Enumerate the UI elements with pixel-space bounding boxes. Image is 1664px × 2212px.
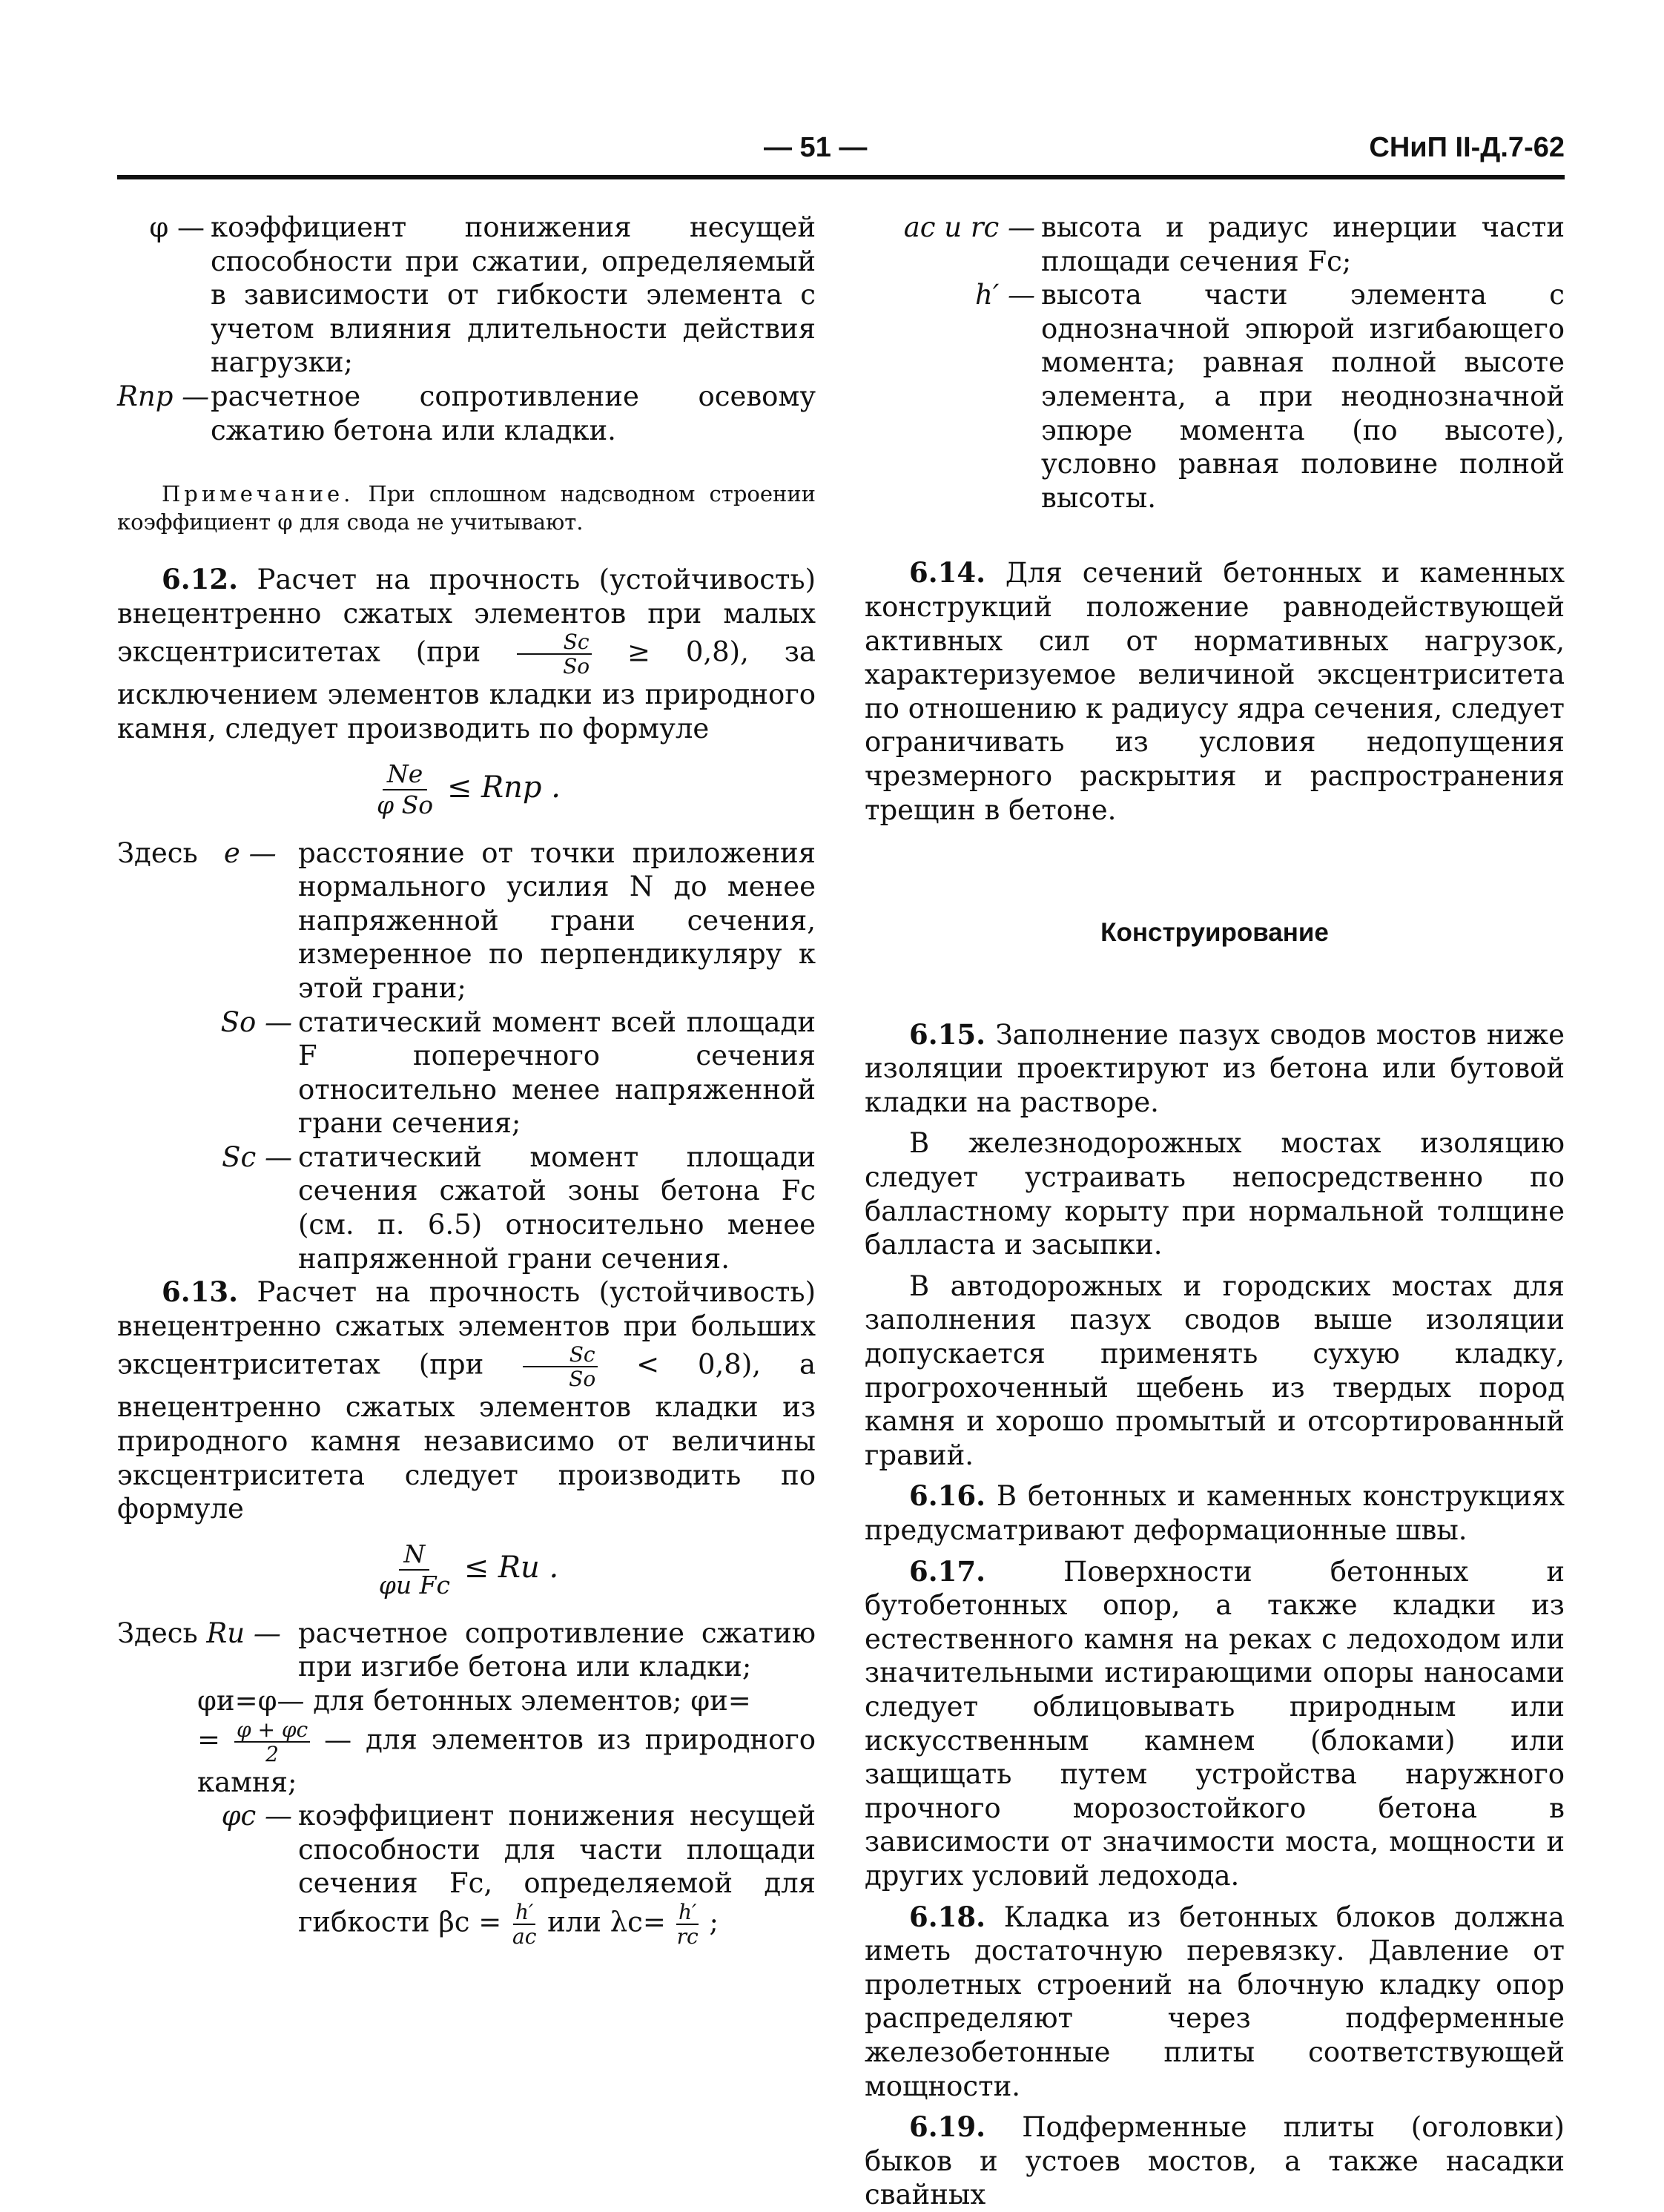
fraction-numerator: Sc xyxy=(517,630,592,655)
definition-text: высота и радиус инерции части площади сечения Fc; xyxy=(1041,211,1565,277)
clause-number: 6.16. xyxy=(909,1479,985,1513)
paragraph-6-14 xyxy=(865,556,1565,827)
definition-text: статический момент площади сечения сжатой зоны бетона Fc (см. п. 6.5) относительно менее напряженной грани сечения. xyxy=(298,1140,816,1275)
symbol-e xyxy=(117,836,298,1006)
definition-phic xyxy=(117,1799,816,1948)
beta-prefix: βc = xyxy=(438,1906,502,1938)
definition-text: коэффициент понижения несущей способности при сжатии, определяемый в зависимости от гибкости элемента с учетом влияния длительности действия нагрузки; xyxy=(211,211,816,379)
symbol-e-text: e — xyxy=(223,836,277,869)
definition-phi xyxy=(117,211,816,380)
definition-e xyxy=(117,836,816,1006)
spacer xyxy=(865,1472,1565,1479)
fraction-numerator: N xyxy=(399,1539,429,1571)
spacer xyxy=(865,1119,1565,1126)
clause-number: 6.18. xyxy=(909,1900,985,1933)
zdes-label: Здесь xyxy=(117,836,198,869)
definition-text: расчетное сопротивление сжатию при изгибе бетона или кладки; xyxy=(298,1617,816,1683)
definition-sc xyxy=(117,1140,816,1275)
phii-formula-line xyxy=(197,1718,816,1800)
clause-text: Для сечений бетонных и каменных конструкций положение равнодействующей активных сил от нормативных нагрузок, характеризуемое величиной эксцентриситета по отношению к радиусу ядра сечения, следует ограничивать из условия недопущения чрезмерного раскрытия и распространения трещин в бетоне. xyxy=(865,557,1565,826)
paragraph-6-13 xyxy=(117,1275,816,1526)
paragraph-6-18 xyxy=(865,1901,1565,2104)
definition-text: расстояние от точки приложения нормального усилия N до менее напряженной грани сечения, измеренное по перпендикуляру к этой грани; xyxy=(298,836,816,1004)
clause-number: 6.13. xyxy=(162,1275,238,1309)
condition-fraction xyxy=(516,630,592,678)
document-code: СНиП II-Д.7-62 xyxy=(1369,132,1565,163)
definition-text: коэффициент понижения несущей способности для части площади сечения Fc, определяемой для гибкости xyxy=(298,1800,816,1938)
fraction-denominator: So xyxy=(563,654,590,679)
fraction-numerator: h′ xyxy=(676,1901,699,1925)
definition-text: высота части элемента с однозначной эпюрой изгибающего момента; равная полной высоте элемента, а при неоднозначной эпюре момента (по высоте), условно равная половине полной высоты. xyxy=(1041,279,1565,514)
fraction-denominator: ac xyxy=(512,1924,537,1949)
spacer xyxy=(865,1548,1565,1555)
formula-rhs: ≤ Rпр . xyxy=(446,770,561,805)
symbol-ri-text: Rи — xyxy=(206,1617,281,1649)
definition-h xyxy=(865,278,1565,515)
clause-number: 6.19. xyxy=(909,2110,985,2144)
definition-body xyxy=(298,1799,816,1948)
symbol-so: So — xyxy=(220,1006,292,1038)
formula-fraction xyxy=(374,1539,455,1600)
fraction-denominator: So xyxy=(569,1367,596,1392)
note-label: Примечание. xyxy=(162,481,354,507)
spacer xyxy=(865,1893,1565,1901)
note xyxy=(117,480,816,536)
condition-suffix: ≥ 0,8), xyxy=(627,635,749,668)
clause-text: а внецентренно сжатых элементов кладки из природного камня независимо от величины эксцентриситета следует производить по формуле xyxy=(117,1348,816,1525)
paragraph-6-15-b: В железнодорожных мостах изоляцию следует устраивать непосредственно по балластному корыту при нормальной толщине балласта и засыпки. xyxy=(865,1127,1565,1261)
formula-2 xyxy=(117,1539,816,1600)
paragraph-6-16 xyxy=(865,1479,1565,1547)
lambda-fraction xyxy=(675,1901,701,1948)
spacer xyxy=(865,1262,1565,1270)
symbol-sc: Sc — xyxy=(222,1140,292,1173)
paragraph-6-15 xyxy=(865,1018,1565,1120)
paragraph-6-19 xyxy=(865,2110,1565,2212)
equals-sign: = xyxy=(197,1723,221,1756)
clause-number: 6.17. xyxy=(909,1554,985,1588)
clause-text: В бетонных и каменных конструкциях предусматривают деформационные швы. xyxy=(865,1480,1565,1546)
zdes-label: Здесь xyxy=(117,1617,198,1649)
formula-1 xyxy=(117,759,816,820)
clause-text: Кладка из бетонных блоков должна иметь достаточную перевязку. Давление от пролетных строений на блочную кладку опор распределяют через подферменные железобетонные плиты соответствующей мощности. xyxy=(865,1901,1565,2102)
phii-fraction xyxy=(234,1718,310,1766)
definition-ri xyxy=(117,1617,816,1684)
symbol-phi: φ — xyxy=(149,211,205,243)
clause-number: 6.15. xyxy=(909,1017,985,1051)
clause-number: 6.12. xyxy=(162,563,238,596)
symbol-ri xyxy=(117,1617,298,1684)
clause-text: за исключением элементов кладки из природного камня, следует производить по формуле xyxy=(117,635,816,745)
note-text: При сплошном надсводном строении коэффициент φ для свода не учитывают. xyxy=(117,481,816,535)
beta-fraction xyxy=(510,1901,538,1948)
clause-number: 6.14. xyxy=(909,556,985,590)
left-column xyxy=(117,211,816,1948)
lambda-prefix: или λc= xyxy=(547,1906,666,1938)
paragraph-6-12 xyxy=(117,563,816,745)
clause-text: Поверхности бетонных и бутобетонных опор, а также кладки из естественного камня на реках с ледоходом или значительными истирающими опоры наносами следует облицовывать природным или искусственным камнем (блоками) или защищать путем устройства наружного прочного морозостойкого бетона в зависимости от значимости моста, мощности и других условий ледохода. xyxy=(865,1555,1565,1892)
symbol-ac-rc: ac и rc — xyxy=(903,211,1035,243)
phii-suffix: — для элементов из природного камня; xyxy=(197,1723,816,1798)
condition-prefix: (при xyxy=(418,1348,484,1381)
right-column xyxy=(865,211,1565,2212)
fraction-numerator: φ + φc xyxy=(234,1718,310,1743)
header-rule xyxy=(117,175,1565,179)
fraction-denominator: φ So xyxy=(377,790,434,819)
punctuation: ; xyxy=(709,1906,719,1938)
fraction-numerator: h′ xyxy=(513,1901,535,1925)
paragraph-6-15-c: В автодорожных и городских мостах для заполнения пазух сводов выше изоляции допускается применять сухую кладку, прогрохоченный щебень из твердых пород камня и хорошо промытый и отсортированный гравий. xyxy=(865,1270,1565,1471)
paragraph-6-17 xyxy=(865,1555,1565,1893)
page-number: — 51 — xyxy=(764,132,868,163)
definition-text: расчетное сопротивление осевому сжатию бетона или кладки. xyxy=(211,380,816,446)
fraction-denominator: rc xyxy=(676,1924,699,1949)
fraction-denominator: 2 xyxy=(265,1741,279,1766)
condition-fraction xyxy=(522,1343,598,1390)
definition-text: статический момент всей площади F поперечного сечения относительно менее напряженной грани сечения; xyxy=(298,1006,816,1140)
formula-fraction xyxy=(372,759,438,820)
symbol-h: h′ — xyxy=(975,279,1035,311)
symbol-rpr: Rпр — xyxy=(117,380,210,412)
formula-rhs: ≤ Rи . xyxy=(463,1550,559,1585)
phii-line: φи=φ— для бетонных элементов; φи= xyxy=(197,1685,751,1717)
spacer xyxy=(865,2103,1565,2110)
definition-ac-rc xyxy=(865,211,1565,278)
clause-text: Расчет на прочность (устойчивость) внецентренно сжатых элементов при больших эксцентриситетах xyxy=(117,1276,816,1381)
fraction-denominator: φи Fc xyxy=(378,1570,450,1599)
spacer xyxy=(865,515,1565,556)
section-heading: Конструирование xyxy=(1100,918,1329,948)
symbol-phic: φc — xyxy=(221,1800,292,1832)
condition-suffix: < 0,8), xyxy=(636,1348,762,1381)
condition-prefix: (при xyxy=(415,635,481,668)
clause-text: Расчет на прочность (устойчивость) внецентренно сжатых элементов при малых эксцентриситетах xyxy=(117,564,816,668)
definition-rpr xyxy=(117,380,816,447)
definition-so xyxy=(117,1006,816,1140)
definition-phii xyxy=(117,1684,816,1799)
clause-text: Подферменные плиты (оголовки) быков и устоев мостов, а также насадки свайных xyxy=(865,2111,1565,2211)
fraction-numerator: Ne xyxy=(383,759,427,790)
clause-text: Заполнение пазух сводов мостов ниже изоляции проектируют из бетона или бутовой кладки на растворе. xyxy=(865,1018,1565,1118)
fraction-numerator: Sc xyxy=(523,1343,598,1367)
